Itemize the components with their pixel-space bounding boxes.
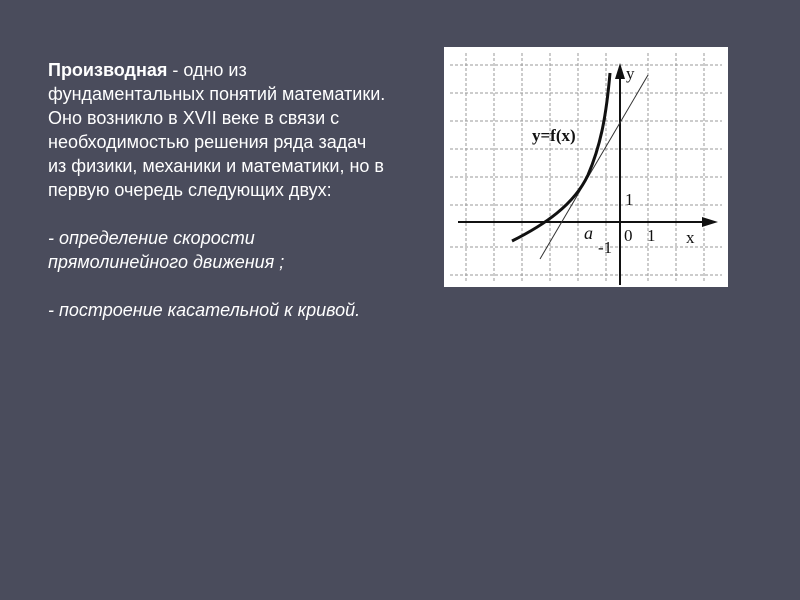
x-axis-label: x (686, 228, 695, 247)
slide-text (48, 58, 388, 322)
curve-label: y=f(x) (532, 126, 576, 145)
intro-paragraph (48, 58, 388, 202)
y-axis-label: y (626, 64, 635, 83)
x-tick-label: 1 (647, 226, 656, 245)
graph-svg (444, 47, 728, 287)
derivative-figure (444, 47, 728, 287)
function-curve (512, 73, 610, 241)
point-a-label: a (584, 223, 593, 243)
list-item-velocity: - определение скорости прямолинейного движения ; (48, 228, 285, 272)
x-axis-arrow (702, 217, 718, 227)
term-derivative: Производная (48, 60, 168, 80)
origin-label: 0 (624, 226, 633, 245)
y-neg-tick-label: -1 (598, 238, 613, 257)
y-tick-label: 1 (625, 190, 634, 209)
grid (450, 53, 722, 283)
intro-text: - одно из фундаментальных понятий математики. Оно возникло в XVII веке в связи с необходимостью решения ряда задач из физики, механики и математики, но в первую очередь следующих двух: (48, 60, 386, 200)
list-item-tangent: - построение касательной к кривой. (48, 300, 361, 320)
